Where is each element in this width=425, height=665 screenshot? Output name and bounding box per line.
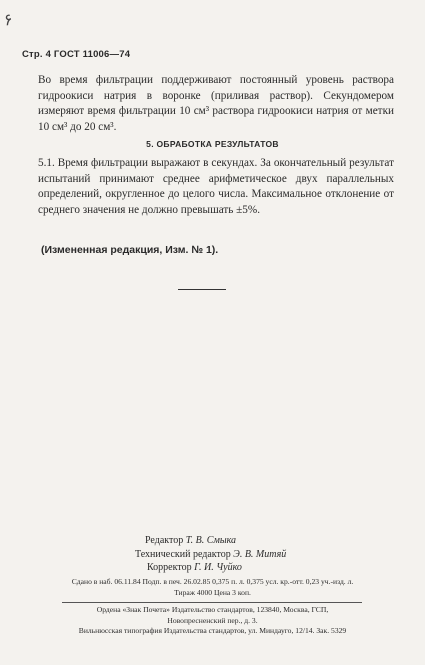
- imprint-line: Вильнюсская типография Издательства стандартов, ул. Миндауго, 12/14. Зак. 5329: [78, 626, 347, 635]
- credit-person: Т. В. Смыка: [185, 535, 237, 546]
- paragraph-filtration: Во время фильтрации поддерживают постоянный уровень раствора гидроокиси натрия в воронке (приливая раствор). Секундомером измеряют время фильтрации 10 см³ раствора гидроокиси натрия от метки 10 см³ до 20 см³.: [38, 74, 394, 133]
- imprint-line: Тираж 4000 Цена 3 коп.: [174, 587, 251, 597]
- imprint-line: Ордена «Знак Почета» Издательство стандартов, 123840, Москва, ГСП,: [96, 605, 329, 614]
- credit-person: Г. И. Чуйко: [194, 562, 242, 573]
- credit-role: Корректор: [147, 562, 192, 573]
- imprint-line: Сдано в наб. 06.11.84 Подп. в печ. 26.02.85 0,375 п. л. 0,375 усл. кр.-отт. 0,23 уч.-изд. л.: [71, 577, 354, 586]
- paragraph-results: 5.1. Время фильтрации выражают в секундах. За окончательный результат испытаний принимают среднее арифметическое двух параллельных определений, округленное до целого числа. Максимальное отклонение от среднего значения не должно превышать ±5%.: [38, 157, 394, 216]
- imprint-block: [0, 577, 425, 598]
- imprint-line: Новопресненский пер., д. 3.: [167, 615, 258, 625]
- publisher-block: [0, 605, 425, 637]
- credit-person: Э. В. Митяй: [233, 548, 287, 560]
- credit-tech-editor: [135, 548, 335, 562]
- credit-role: Технический редактор: [135, 548, 231, 560]
- running-header: Стр. 4 ГОСТ 11006—74: [22, 49, 131, 60]
- credits-block: [135, 534, 335, 575]
- credit-role: Редактор: [145, 535, 184, 546]
- imprint-divider: [62, 602, 362, 603]
- handwritten-mark: ۶: [2, 11, 15, 30]
- separator-rule: [178, 289, 226, 290]
- amendment-note: (Измененная редакция, Изм. № 1).: [41, 244, 219, 256]
- credit-proofreader: [135, 561, 335, 575]
- credit-editor: [135, 534, 335, 548]
- section-title: 5. ОБРАБОТКА РЕЗУЛЬТАТОВ: [146, 139, 279, 149]
